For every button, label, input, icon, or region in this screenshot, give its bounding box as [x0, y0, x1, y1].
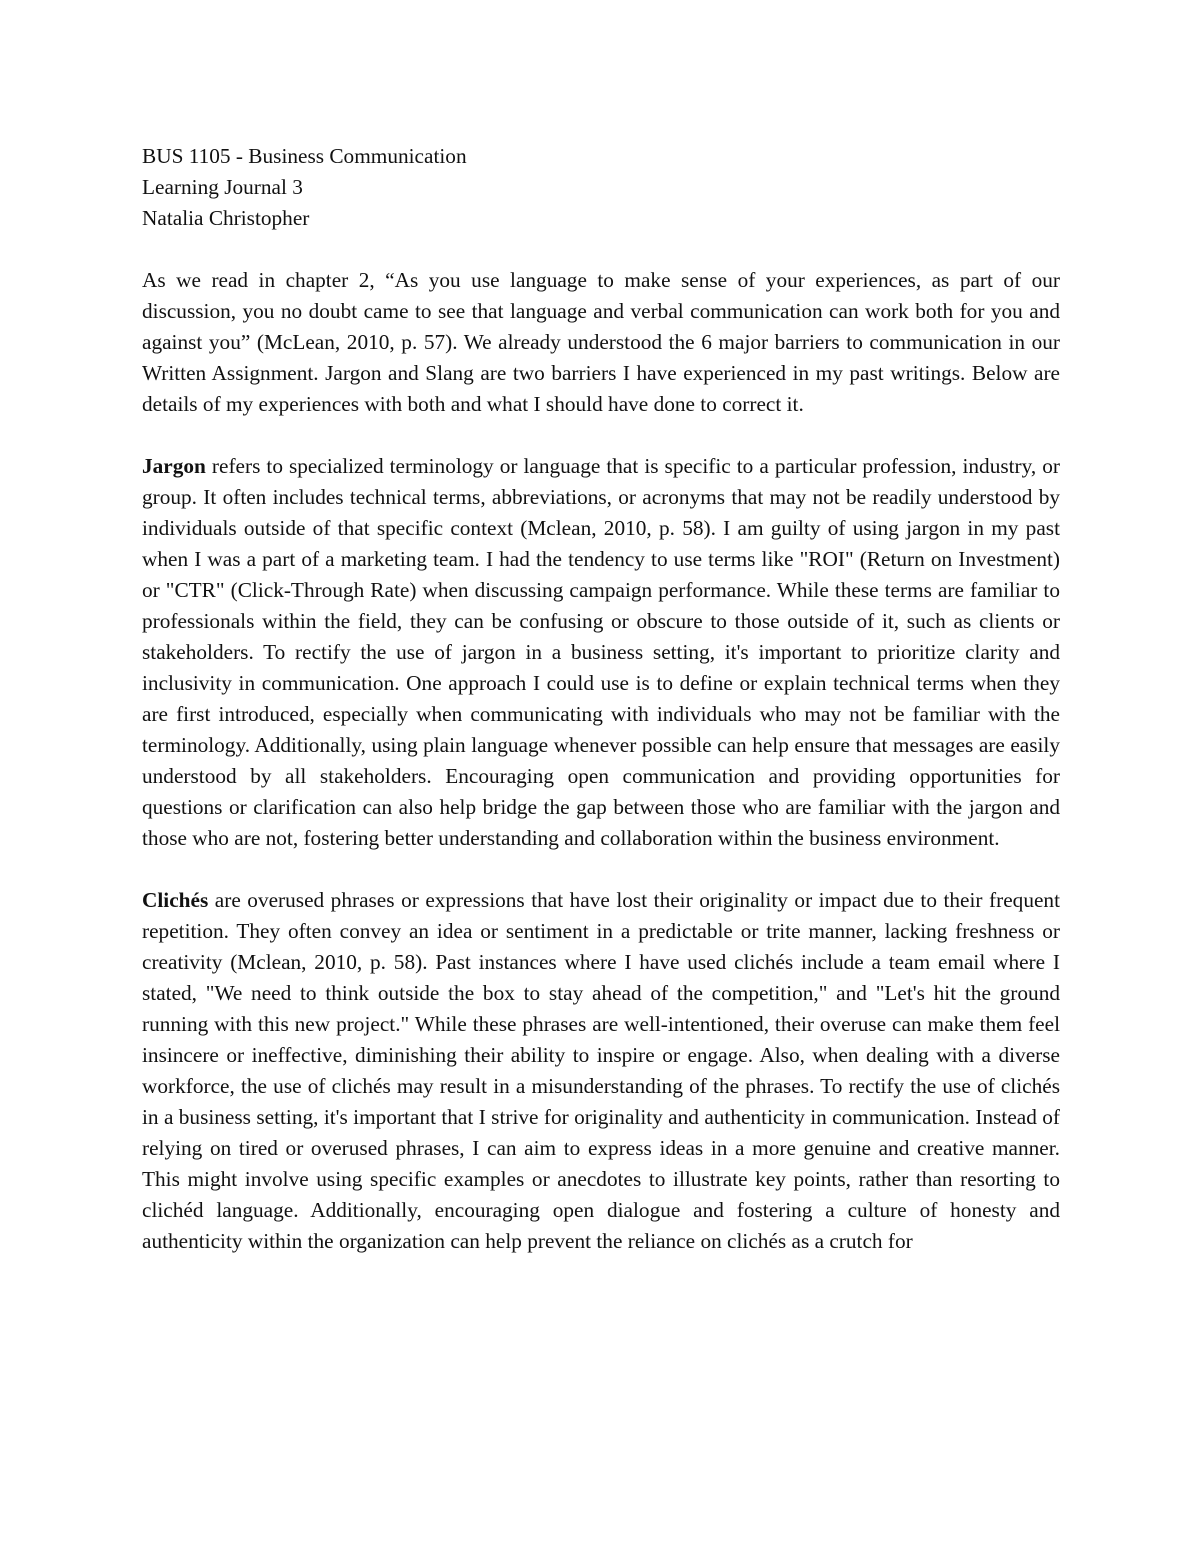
author-name: Natalia Christopher [142, 206, 310, 230]
cliches-term: Clichés [142, 888, 209, 912]
assignment-title: Learning Journal 3 [142, 175, 303, 199]
jargon-body: refers to specialized terminology or language that is specific to a particular profession, industry, or group. It often includes technical terms, abbreviations, or acronyms that may not be readily understood by individuals outside of that specific context (Mclean, 2010, p. 58). I am guilty of using jargon in my past when I was a part of a marketing team. I had the tendency to use terms like "ROI" (Return on Investment) or "CTR" (Click-Through Rate) when discussing campaign performance. While these terms are familiar to professionals within the field, they can be confusing or obscure to those outside of it, such as clients or stakeholders. To rectify the use of jargon in a business setting, it's important to prioritize clarity and inclusivity in communication. One approach I could use is to define or explain technical terms when they are first introduced, especially when communicating with individuals who may not be familiar with the terminology. Additionally, using plain language whenever possible can help ensure that messages are easily understood by all stakeholders. Encouraging open communication and providing opportunities for questions or clarification can also help bridge the gap between those who are familiar with the jargon and those who are not, fostering better understanding and collaboration within the business environment. [142, 454, 1060, 850]
cliches-body: are overused phrases or expressions that have lost their originality or impact due to their frequent repetition. They often convey an idea or sentiment in a predictable or trite manner, lacking freshness or creativity (Mclean, 2010, p. 58). Past instances where I have used clichés include a team email where I stated, "We need to think outside the box to stay ahead of the competition," and "Let's hit the ground running with this new project." While these phrases are well-intentioned, their overuse can make them feel insincere or ineffective, diminishing their ability to inspire or engage. Also, when dealing with a diverse workforce, the use of clichés may result in a misunderstanding of the phrases. To rectify the use of clichés in a business setting, it's important that I strive for originality and authenticity in communication. Instead of relying on tired or overused phrases, I can aim to express ideas in a more genuine and creative manner. This might involve using specific examples or anecdotes to illustrate key points, rather than resorting to clichéd language. Additionally, encouraging open dialogue and fostering a culture of honesty and authenticity within the organization can help prevent the reliance on clichés as a crutch for [142, 888, 1060, 1253]
jargon-paragraph [142, 451, 1060, 854]
cliches-paragraph [142, 885, 1060, 1257]
jargon-term: Jargon [142, 454, 206, 478]
course-title: BUS 1105 - Business Communication [142, 144, 467, 168]
document-page [142, 141, 1060, 1257]
intro-paragraph: As we read in chapter 2, “As you use language to make sense of your experiences, as part of our discussion, you no doubt came to see that language and verbal communication can work both for you and against you” (McLean, 2010, p. 57). We already understood the 6 major barriers to communication in our Written Assignment. Jargon and Slang are two barriers I have experienced in my past writings. Below are details of my experiences with both and what I should have done to correct it. [142, 268, 1060, 416]
